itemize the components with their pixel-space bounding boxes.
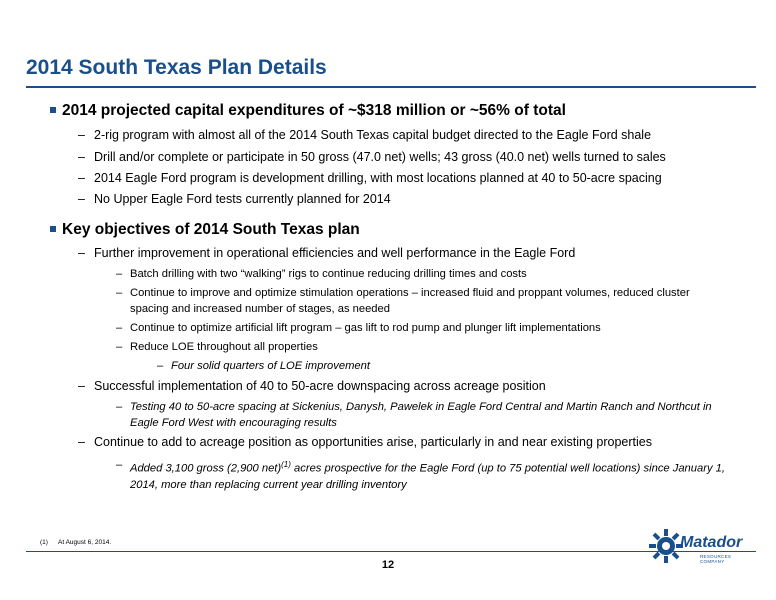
list-item-text: 2-rig program with almost all of the 2014 South Texas capital budget directed to the Eagle Ford shale [94, 128, 652, 142]
list-item-text: Further improvement in operational efficiencies and well performance in the Eagle Ford [94, 246, 576, 260]
sub-list-item-text: Continue to improve and optimize stimulation operations – increased fluid and proppant volumes, reduced cluster spacing and increased number of stages, as needed [130, 287, 690, 315]
bullet-square-icon [50, 226, 56, 232]
sub-list-item [116, 339, 730, 355]
sub-list-item [116, 399, 730, 431]
dash-icon: – [78, 171, 85, 185]
list-item [78, 245, 744, 262]
list-item-text: No Upper Eagle Ford tests currently planned for 2014 [94, 192, 391, 206]
dash-icon: – [157, 360, 164, 372]
list-item [78, 127, 744, 144]
footnote-number: (1) [40, 539, 48, 546]
dash-icon: – [78, 192, 85, 206]
sub-sub-list-item-text: Four solid quarters of LOE improvement [171, 360, 370, 372]
list-item [78, 149, 744, 166]
sub-list-item [116, 320, 730, 336]
sub-list-item-text: Continue to optimize artificial lift program – gas lift to rod pump and plunger lift implementations [130, 322, 601, 334]
list-item-text: 2014 Eagle Ford program is development drilling, with most locations planned at 40 to 50-acre spacing [94, 171, 662, 185]
section-heading-capex [62, 101, 752, 120]
dash-icon: – [78, 150, 85, 164]
company-logo [646, 526, 754, 566]
list-item [78, 191, 744, 208]
list-item [78, 434, 744, 451]
dash-icon: – [116, 322, 123, 334]
sub-list-item [116, 266, 730, 282]
dash-icon: – [116, 341, 123, 353]
dash-icon: – [78, 246, 85, 260]
dash-icon: – [116, 459, 123, 471]
page-number: 12 [381, 559, 395, 571]
title-divider [26, 86, 756, 88]
dash-icon: – [78, 128, 85, 142]
section-heading-objectives [62, 220, 752, 239]
sub-list-item-text-continued: acres prospective for the Eagle Ford (up to 75 potential well locations) since January 1, 2014, more than replacing current year drilling inventory [130, 462, 725, 491]
list-item-text: Successful implementation of 40 to 50-acre downspacing across acreage position [94, 379, 546, 393]
sub-list-item-text: Added 3,100 gross (2,900 net) [130, 462, 282, 475]
footnote-text: At August 6, 2014. [58, 539, 112, 546]
section-heading-text: 2014 projected capital expenditures of ~$318 million or ~56% of total [62, 102, 566, 119]
dash-icon: – [78, 435, 85, 449]
section-heading-text: Key objectives of 2014 South Texas plan [62, 221, 360, 238]
page-title: 2014 South Texas Plan Details [26, 56, 327, 79]
dash-icon: – [116, 287, 123, 299]
list-item-text: Drill and/or complete or participate in 50 gross (47.0 net) wells; 43 gross (40.0 net) wells turned to sales [94, 150, 666, 164]
sub-list-item [116, 285, 730, 317]
sub-list-item-text: Batch drilling with two “walking” rigs to continue reducing drilling times and costs [130, 268, 527, 280]
footnote-reference: (1) [281, 460, 291, 469]
bullet-square-icon [50, 107, 56, 113]
sub-list-item-text: Testing 40 to 50-acre spacing at Sickenius, Danysh, Pawelek in Eagle Ford Central and Martin Ranch and Northcut in Eagle Ford West with encouraging results [130, 401, 712, 429]
list-item [78, 378, 744, 395]
sub-sub-list-item [157, 358, 731, 374]
dash-icon: – [78, 379, 85, 393]
sub-list-item-text: Reduce LOE throughout all properties [130, 341, 318, 353]
list-item-text: Continue to add to acreage position as opportunities arise, particularly in and near existing properties [94, 435, 652, 449]
sub-list-item [116, 457, 730, 493]
footnote [40, 539, 111, 546]
logo-tagline: RESOURCES COMPANY [700, 554, 732, 564]
dash-icon: – [116, 401, 123, 413]
logo-wordmark: Matador [680, 534, 743, 551]
list-item [78, 170, 744, 187]
dash-icon: – [116, 268, 123, 280]
